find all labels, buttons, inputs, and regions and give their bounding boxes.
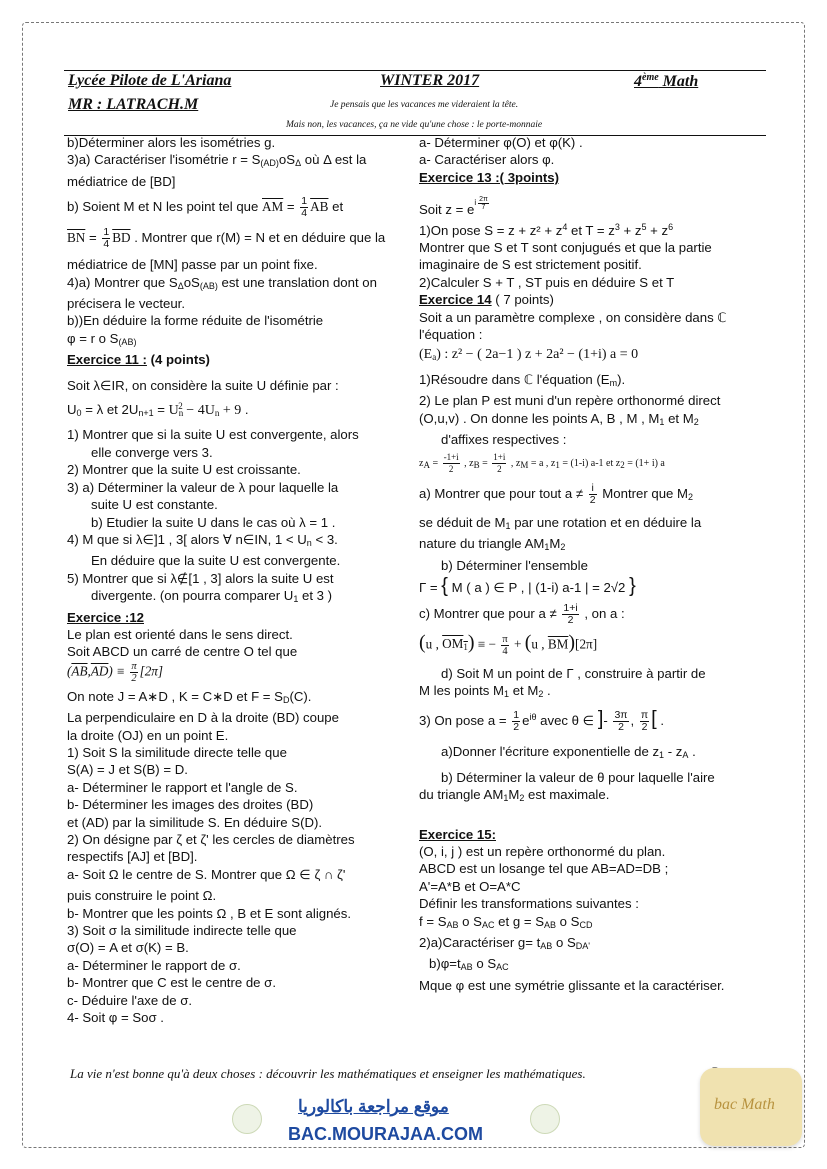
text-line: 3) a) Déterminer la valeur de λ pour laquelle la — [67, 479, 339, 495]
text-line: b) Déterminer la valeur de θ pour laquelle l'aire — [441, 769, 715, 785]
watermark-arabic: موقع مراجعة باكالوريا — [298, 1097, 449, 1116]
text-line: $f = S_{AB}$ o $S_{AC}$ et $g = S_{AB}$ o $S_{CD}$ — [419, 913, 593, 930]
text-line: (O, i, j ) est un repère orthonormé du plan. — [419, 843, 666, 859]
exercise-15-title: Exercice 15: — [419, 826, 496, 842]
text-line: nature du triangle $AM_1M_2$ — [419, 536, 566, 553]
text-line: Soit $z = e^{i \frac{2\pi}{7}}$ — [419, 195, 488, 218]
text-line: b))En déduire la forme réduite de l'isométrie — [67, 313, 324, 329]
text-line: se déduit de $M_1$ par une rotation et en déduire la — [419, 514, 702, 531]
text-line: $(E_a)$ : z² − ( 2a−1 ) z + 2a² − (1+i) a = 0 — [419, 347, 639, 363]
text-line: a- Soit Ω le centre de S. Montrer que Ω ∈ ζ ∩ ζ' — [67, 866, 346, 882]
text-line: b- Montrer que les points Ω , B et E sont alignés. — [67, 905, 352, 921]
text-line: φ = r o $S_{(AB)}$ — [67, 330, 137, 347]
text-line: imaginaire de S est strictement positif. — [419, 257, 642, 273]
text-line: On note J = A∗D , K = C∗D et $F = S_D(C)$. — [67, 688, 312, 705]
text-line: 2) On désigne par ζ et ζ' les cercles de diamètres — [67, 832, 355, 847]
text-line: (u , $OM_1$) ≡ − $\frac{\pi}{4}$ + (u , $\overline{BM})[2\pi]$ — [419, 631, 598, 657]
text-line: 2)a)Caractériser $g= t_{AB}$ o $S_{DA'}$ — [419, 935, 591, 951]
text-line: médiatrice de [BD] — [67, 173, 176, 189]
footer-quote: La vie n'est bonne qu'à deux choses : découvrir les mathématiques et enseigner les mathématiques. — [70, 1066, 586, 1081]
text-line: En déduire que la suite U est convergente. — [91, 553, 341, 569]
text-line: 4) M que si λ∈]1 , 3[ alors ∀ n∈IN, $1 < U_n < 3$. — [67, 531, 338, 548]
class-level: 4ème Math — [634, 72, 699, 90]
exercise-14-label: Exercice 14 — [419, 292, 492, 308]
text-line: A'=A*B et O=A*C — [419, 878, 521, 894]
text-line: suite U est constante. — [91, 497, 218, 513]
bac-math-logo — [700, 1068, 802, 1146]
text-line: Soit ABCD un carré de centre O tel que — [67, 644, 298, 660]
text-line: 1) Soit S la similitude directe telle que — [67, 744, 287, 760]
text-line: a- Déterminer le rapport et l'angle de S. — [67, 779, 298, 795]
exercise-13-title: Exercice 13 :( 3points) — [419, 169, 559, 185]
text-line: a- Déterminer φ(O) et φ(K) . — [419, 135, 583, 150]
text-line: b) Etudier la suite U dans le cas où λ = 1 . — [91, 514, 336, 530]
text-line: du triangle $AM_1M_2$ est maximale. — [419, 787, 610, 804]
text-line: $\overline{BN}$ = $\frac{1}{4}$ $\overline{BD}$ . Montrer que r(M) = N et en déduire que la — [67, 226, 386, 251]
text-line: M les points $M_1$ et $M_2$ . — [419, 682, 551, 699]
text-line: σ(O) = A et σ(K) = B. — [67, 940, 189, 956]
watermark-site-link[interactable]: BAC.MOURAJAA.COM — [288, 1124, 483, 1144]
header-quote-2: Mais non, les vacances, ça ne vide qu'une chose : le porte-monnaie — [286, 120, 543, 130]
text-line: elle converge vers 3. — [91, 444, 213, 460]
book-logo-icon — [530, 1104, 560, 1134]
text-line: $(\overline{AB},\overline{AD})$ ≡ $\frac{\pi}{2}$ [2π] — [67, 660, 164, 684]
text-line: a) Montrer que pour tout a ≠ $\frac{i}{2}$ Montrer que $M_2$ — [419, 481, 694, 506]
text-line: a- Caractériser alors φ. — [419, 152, 555, 168]
text-line: puis construire le point Ω. — [67, 888, 217, 904]
session-title: WINTER 2017 — [380, 72, 480, 89]
school-name: Lycée Pilote de L'Ariana — [68, 72, 232, 89]
header-quote-1: Je pensais que les vacances me videraient la tête. — [330, 100, 519, 110]
text-line: zA = $\frac{-1+i}{2}$ , zB = $\frac{1+i}{2}$ , zM = a , z1 = (1-i) a-1 et z2 = (1+ i) a — [419, 451, 665, 474]
exercise-14-title — [419, 291, 764, 308]
text-line: a- Déterminer le rapport de σ. — [67, 957, 241, 973]
text-line: a)Donner l'écriture exponentielle de $z_1 - z_A$ . — [441, 744, 696, 761]
text-line: 3) Soit σ la similitude indirecte telle que — [67, 923, 297, 939]
text-line: S(A) = J et S(B) = D. — [67, 762, 188, 778]
header-top-rule — [64, 70, 766, 71]
right-column — [419, 134, 764, 994]
text-line: b)Déterminer alors les isométries g. — [67, 135, 276, 150]
text-line: d'affixes respectives : — [441, 432, 567, 448]
text-line: Mque φ est une symétrie glissante et la caractériser. — [419, 977, 725, 993]
text-line: b) Soient M et N les point tel que $\overline{AM}$ = $\frac{1}{4}$ $\overline{AB}$ et — [67, 195, 344, 220]
text-line: 5) Montrer que si λ∉[1 , 3] alors la suite U est — [67, 570, 334, 586]
text-line: 3)a) Caractériser l'isométrie $r = S_{(AD)}oS_\Delta$ où Δ est la — [67, 152, 367, 169]
text-line: et (AD) par la similitude S. En déduire S(D). — [67, 814, 323, 830]
text-line: b- Déterminer les images des droites (BD) — [67, 797, 314, 813]
text-line: c) Montrer que pour a ≠ $\frac{1+i}{2}$ , on a : — [419, 601, 625, 626]
text-line: 3) On pose a = $\frac{1}{2}$ $e^{i\theta}$ avec θ ∈ ]- $\frac{3\pi}{2}$ , $\frac{\pi}{2}$ [ . — [419, 708, 665, 734]
text-line: 2) Montrer que la suite U est croissante. — [67, 462, 301, 478]
text-line: 2) Le plan P est muni d'un repère orthonormé direct — [419, 393, 721, 409]
text-line: précisera le vecteur. — [67, 296, 186, 312]
text-line: Soit λ∈IR, on considère la suite U définie par : — [67, 377, 339, 393]
text-line: Montrer que S et T sont conjugués et que la partie — [419, 240, 712, 256]
text-line: divergente. (on pourra comparer $U_1$ et 3 ) — [91, 588, 333, 605]
text-line: Soit a un paramètre complexe , on considère dans ℂ — [419, 309, 727, 325]
exercise-11-title: Exercice 11 : (4 points) — [67, 352, 210, 368]
text-line: médiatrice de [MN] passe par un point fixe. — [67, 257, 318, 273]
text-line: 1)Résoudre dans ℂ l'équation $(E_m)$. — [419, 371, 626, 388]
text-line: $b)\varphi=t_{AB}$ o $S_{AC}$ — [429, 956, 509, 973]
text-line: Définir les transformations suivantes : — [419, 896, 639, 912]
text-line: Le plan est orienté dans le sens direct. — [67, 626, 293, 642]
text-line: 4- Soit φ = Soσ . — [67, 1010, 164, 1026]
exercise-12-title: Exercice :12 — [67, 609, 144, 625]
text-line: l'équation : — [419, 327, 483, 343]
text-line: 2)Calculer S + T , ST puis en déduire S et T — [419, 274, 675, 290]
text-line: b- Montrer que C est le centre de σ. — [67, 975, 276, 991]
text-line: $U_0 = \lambda$ et $2U_{n+1} = U_n^2 - 4U_n + 9$ . — [67, 401, 249, 419]
text-line: (O,u,v) . On donne les points A, B , M , $M_1$ et $M_2$ — [419, 410, 699, 427]
text-line: 4)a) Montrer que $S_\Delta oS_{(AB)}$ est une translation dont on — [67, 274, 377, 291]
text-line: 1) Montrer que si la suite U est convergente, alors — [67, 427, 359, 443]
text-line: c- Déduire l'axe de σ. — [67, 992, 193, 1008]
exercise-14-points: ( 7 points) — [491, 292, 554, 308]
bac-math-logo-text: bac Math — [714, 1096, 775, 1113]
text-line: 1)On pose $S = z + z^2 + z^4$ et $T = z^3 + z^5 + z^6$ — [419, 221, 674, 238]
text-line: la droite (OJ) en un point E. — [67, 727, 229, 743]
left-column — [67, 134, 412, 1026]
text-line: La perpendiculaire en D à la droite (BD) coupe — [67, 710, 339, 726]
text-line: ABCD est un losange tel que AB=AD=DB ; — [419, 861, 669, 877]
teacher-name: MR : LATRACH.M — [68, 96, 199, 113]
book-logo-icon — [232, 1104, 262, 1134]
text-line: b) Déterminer l'ensemble — [441, 557, 588, 573]
text-line: respectifs [AJ] et [BD]. — [67, 849, 198, 865]
text-line: Γ = { M ( a ) ∈ P , | (1-i) a-1 | = 2√2 } — [419, 575, 636, 598]
text-line: d) Soit M un point de Γ , construire à partir de — [441, 665, 706, 681]
